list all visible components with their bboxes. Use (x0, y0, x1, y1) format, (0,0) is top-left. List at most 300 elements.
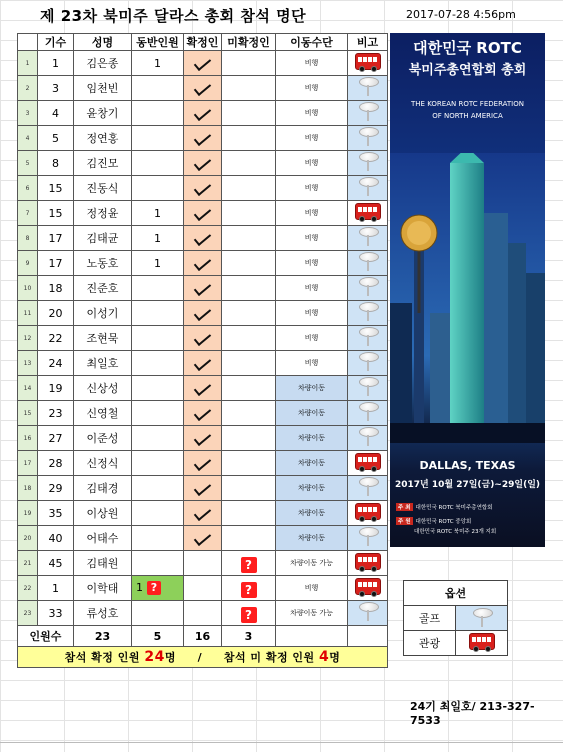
question-mark-icon: ? (241, 582, 257, 598)
row-index: 17 (18, 451, 38, 476)
column-header-name: 성명 (74, 34, 132, 51)
name-cell: 신영철 (74, 401, 132, 426)
row-index: 6 (18, 176, 38, 201)
row-index: 21 (18, 551, 38, 576)
confirmed-cell (184, 551, 222, 576)
check-icon (193, 454, 210, 470)
name-cell: 윤창기 (74, 101, 132, 126)
table-row (18, 376, 388, 401)
option-icon-bus-cell (456, 631, 508, 656)
golf-icon (357, 101, 379, 121)
cohort-cell: 5 (38, 126, 74, 151)
golf-icon (471, 607, 493, 627)
note-cell (348, 426, 388, 451)
confirmed-suffix: 명 (164, 651, 176, 664)
timestamp: 2017-07-28 4:56pm (406, 8, 516, 21)
unconfirmed-cell (222, 401, 276, 426)
confirmed-prefix: 참석 확정 인원 (64, 651, 145, 664)
name-cell: 조현묵 (74, 326, 132, 351)
page-bottom-border (0, 742, 563, 743)
golf-icon (357, 376, 379, 396)
check-icon (193, 379, 210, 395)
golf-icon (357, 326, 379, 346)
golf-icon (357, 126, 379, 146)
header-row (18, 34, 388, 51)
unconfirmed-cell (222, 501, 276, 526)
note-cell (348, 326, 388, 351)
confirmed-cell (184, 526, 222, 551)
unconfirmed-cell (222, 476, 276, 501)
check-icon (193, 304, 210, 320)
confirmed-cell (184, 51, 222, 76)
name-cell: 김태원 (74, 551, 132, 576)
cohort-cell: 45 (38, 551, 74, 576)
table-row (18, 201, 388, 226)
table-row (18, 476, 388, 501)
confirmed-cell (184, 201, 222, 226)
transport-cell: 차량이동 가능 (276, 601, 348, 626)
unconfirmed-cell (222, 351, 276, 376)
transport-cell: 차량이동 (276, 526, 348, 551)
golf-icon (357, 601, 379, 621)
note-cell (348, 176, 388, 201)
confirmed-cell (184, 576, 222, 601)
row-index: 5 (18, 151, 38, 176)
unconfirmed-cell (222, 426, 276, 451)
transport-cell: 비행 (276, 51, 348, 76)
table-row (18, 176, 388, 201)
note-cell (348, 276, 388, 301)
check-icon (193, 429, 210, 445)
name-cell: 정정윤 (74, 201, 132, 226)
companions-cell (132, 101, 184, 126)
transport-cell: 비행 (276, 301, 348, 326)
note-cell (348, 526, 388, 551)
summary-empty-cell (276, 626, 348, 647)
table-row (18, 226, 388, 251)
name-cell: 최일호 (74, 351, 132, 376)
transport-cell: 비행 (276, 76, 348, 101)
check-icon (193, 79, 210, 95)
confirmed-cell (184, 251, 222, 276)
row-index: 19 (18, 501, 38, 526)
companions-cell (132, 376, 184, 401)
unconfirmed-cell (222, 201, 276, 226)
name-cell: 김태균 (74, 226, 132, 251)
confirmed-cell (184, 126, 222, 151)
name-cell: 신상성 (74, 376, 132, 401)
transport-cell: 차량이동 가능 (276, 551, 348, 576)
companions-cell (132, 526, 184, 551)
contact-info: 24기 최일호/ 213-327-7533 (410, 700, 535, 727)
check-icon (193, 329, 210, 345)
bus-icon (355, 503, 381, 520)
golf-icon (357, 76, 379, 96)
name-cell: 임천빈 (74, 76, 132, 101)
check-icon (193, 479, 210, 495)
cohort-cell: 33 (38, 601, 74, 626)
name-cell: 김진모 (74, 151, 132, 176)
confirmed-cell (184, 226, 222, 251)
cohort-cell: 19 (38, 376, 74, 401)
unconfirmed-cell (222, 51, 276, 76)
table-row (18, 576, 388, 601)
unconfirmed-cell (222, 576, 276, 601)
option-label-tour: 관광 (404, 631, 456, 656)
companions-cell (132, 601, 184, 626)
row-index: 2 (18, 76, 38, 101)
row-index: 11 (18, 301, 38, 326)
companions-cell (132, 176, 184, 201)
table-row (18, 401, 388, 426)
poster-title-line2: 북미주총연합회 총회 (408, 63, 527, 78)
row-index: 10 (18, 276, 38, 301)
confirmed-cell (184, 276, 222, 301)
golf-icon (357, 226, 379, 246)
transport-cell: 비행 (276, 226, 348, 251)
unconfirmed-prefix: 참석 미 확정 인원 (223, 651, 320, 664)
row-index: 7 (18, 201, 38, 226)
poster-subtitle-line2: OF NORTH AMERICA (432, 112, 503, 120)
companions-cell (132, 251, 184, 276)
column-header-unconfirmed: 미확정인 (222, 34, 276, 51)
cohort-cell: 29 (38, 476, 74, 501)
companions-cell (132, 276, 184, 301)
golf-icon (357, 176, 379, 196)
unconfirmed-suffix: 명 (329, 651, 341, 664)
row-index: 8 (18, 226, 38, 251)
table-row (18, 551, 388, 576)
row-index: 18 (18, 476, 38, 501)
cohort-cell: 4 (38, 101, 74, 126)
summary-unconfirmed-total: 3 (222, 626, 276, 647)
poster-host: 대한민국 ROTC 북미주총연합회 (415, 505, 493, 511)
unconfirmed-cell (222, 126, 276, 151)
note-cell (348, 551, 388, 576)
companions-cell (132, 476, 184, 501)
name-cell: 진동식 (74, 176, 132, 201)
bus-icon (355, 53, 381, 70)
transport-cell: 차량이동 (276, 426, 348, 451)
cohort-cell: 28 (38, 451, 74, 476)
row-index: 20 (18, 526, 38, 551)
poster-dates: 2017년 10월 27일(금)~29일(일) (394, 480, 541, 490)
option-icon-golf-cell (456, 606, 508, 631)
row-index: 12 (18, 326, 38, 351)
row-index: 22 (18, 576, 38, 601)
confirmed-cell (184, 476, 222, 501)
row-index: 9 (18, 251, 38, 276)
confirmed-cell (184, 351, 222, 376)
column-header-companions: 동반인원 (132, 34, 184, 51)
name-cell: 이상원 (74, 501, 132, 526)
check-icon (193, 254, 210, 270)
cohort-cell: 17 (38, 251, 74, 276)
note-cell (348, 576, 388, 601)
note-cell (348, 76, 388, 101)
bus-icon (355, 203, 381, 220)
companions-value: 1 (154, 56, 161, 70)
unconfirmed-cell (222, 326, 276, 351)
check-icon (193, 179, 210, 195)
companions-cell (132, 351, 184, 376)
summary-confirmed-total: 16 (184, 626, 222, 647)
table-row (18, 526, 388, 551)
note-cell (348, 601, 388, 626)
unconfirmed-cell (222, 151, 276, 176)
check-icon (193, 404, 210, 420)
companions-cell (132, 426, 184, 451)
transport-cell: 비행 (276, 251, 348, 276)
transport-cell: 비행 (276, 201, 348, 226)
bus-icon (355, 553, 381, 570)
companions-cell (132, 501, 184, 526)
table-row (18, 101, 388, 126)
unconfirmed-cell (222, 526, 276, 551)
unconfirmed-cell (222, 176, 276, 201)
unconfirmed-cell (222, 101, 276, 126)
totals-separator: / (197, 651, 203, 664)
golf-icon (357, 426, 379, 446)
table-row (18, 326, 388, 351)
event-poster (390, 33, 545, 547)
row-index: 14 (18, 376, 38, 401)
companions-cell (132, 326, 184, 351)
transport-cell: 차량이동 (276, 476, 348, 501)
name-cell: 정연홍 (74, 126, 132, 151)
question-mark-icon: ? (147, 581, 161, 595)
golf-icon (357, 476, 379, 496)
bus-icon (355, 453, 381, 470)
cohort-cell: 40 (38, 526, 74, 551)
cohort-cell: 1 (38, 576, 74, 601)
note-cell (348, 201, 388, 226)
cohort-cell: 27 (38, 426, 74, 451)
confirmed-cell (184, 151, 222, 176)
unconfirmed-cell (222, 601, 276, 626)
name-cell: 노동호 (74, 251, 132, 276)
dallas-skyline-image (390, 153, 545, 443)
cohort-cell: 22 (38, 326, 74, 351)
confirmed-cell (184, 76, 222, 101)
table-row (18, 151, 388, 176)
transport-cell: 비행 (276, 351, 348, 376)
name-cell: 신정식 (74, 451, 132, 476)
name-cell: 진준호 (74, 276, 132, 301)
note-cell (348, 451, 388, 476)
note-cell (348, 151, 388, 176)
poster-host-tag: 주 최 (398, 505, 411, 511)
note-cell (348, 476, 388, 501)
cohort-cell: 8 (38, 151, 74, 176)
note-cell (348, 301, 388, 326)
cohort-cell: 20 (38, 301, 74, 326)
table-row (18, 251, 388, 276)
unconfirmed-count: 4 (319, 649, 330, 665)
note-cell (348, 101, 388, 126)
companions-cell (132, 226, 184, 251)
check-icon (193, 279, 210, 295)
poster-sponsor-tag: 주 원 (398, 519, 411, 525)
transport-cell: 비행 (276, 151, 348, 176)
table-row (18, 76, 388, 101)
page-title: 제 23차 북미주 달라스 총회 참석 명단 (40, 7, 307, 25)
check-icon (193, 229, 210, 245)
column-header-transport: 이동수단 (276, 34, 348, 51)
name-cell: 류성호 (74, 601, 132, 626)
note-cell (348, 126, 388, 151)
summary-label: 인원수 (18, 626, 74, 647)
companions-cell (132, 576, 184, 601)
name-cell: 이준성 (74, 426, 132, 451)
poster-sponsor: 대한민국 ROTC 중앙회 (415, 519, 472, 525)
cohort-cell: 17 (38, 226, 74, 251)
companions-value: 1 (136, 581, 143, 594)
note-cell (348, 351, 388, 376)
companions-cell (132, 401, 184, 426)
table-row (18, 426, 388, 451)
companions-cell (132, 201, 184, 226)
golf-icon (357, 401, 379, 421)
table-row (18, 51, 388, 76)
table-row (18, 451, 388, 476)
confirmed-cell (184, 426, 222, 451)
unconfirmed-cell (222, 376, 276, 401)
golf-icon (357, 351, 379, 371)
table-row (18, 276, 388, 301)
attendance-totals (18, 647, 388, 668)
bus-icon (469, 633, 495, 650)
cohort-cell: 1 (38, 51, 74, 76)
options-legend (403, 580, 508, 656)
table-row (18, 601, 388, 626)
check-icon (193, 154, 210, 170)
name-cell: 김태경 (74, 476, 132, 501)
summary-companions-total: 5 (132, 626, 184, 647)
golf-icon (357, 251, 379, 271)
column-header-confirmed: 확정인 (184, 34, 222, 51)
summary-empty-cell (348, 626, 388, 647)
name-cell: 어태수 (74, 526, 132, 551)
table-row (18, 126, 388, 151)
row-index: 13 (18, 351, 38, 376)
unconfirmed-cell (222, 301, 276, 326)
companions-value: 1 (154, 256, 161, 270)
table-row (18, 501, 388, 526)
check-icon (193, 54, 210, 70)
unconfirmed-cell (222, 451, 276, 476)
note-cell (348, 251, 388, 276)
cohort-cell: 3 (38, 76, 74, 101)
confirmed-cell (184, 176, 222, 201)
golf-icon (357, 276, 379, 296)
options-title: 옵션 (404, 581, 508, 606)
row-index: 3 (18, 101, 38, 126)
poster-subtitle-line1: THE KOREAN ROTC FEDERATION (411, 100, 524, 108)
row-index: 15 (18, 401, 38, 426)
confirmed-cell (184, 301, 222, 326)
companions-cell (132, 151, 184, 176)
name-cell: 김은종 (74, 51, 132, 76)
confirmed-cell (184, 101, 222, 126)
golf-icon (357, 526, 379, 546)
confirmed-cell (184, 451, 222, 476)
cohort-cell: 23 (38, 401, 74, 426)
note-cell (348, 226, 388, 251)
poster-city: DALLAS, TEXAS (419, 459, 516, 472)
column-header-note: 비고 (348, 34, 388, 51)
confirmed-cell (184, 501, 222, 526)
confirmed-count: 24 (144, 649, 165, 665)
transport-cell: 비행 (276, 576, 348, 601)
row-index: 16 (18, 426, 38, 451)
confirmed-cell (184, 401, 222, 426)
confirmed-cell (184, 601, 222, 626)
check-icon (193, 129, 210, 145)
check-icon (193, 204, 210, 220)
transport-cell: 차량이동 (276, 501, 348, 526)
companions-cell (132, 76, 184, 101)
poster-organizer: 대한민국 ROTC 북미주 23개 지회 (414, 529, 497, 535)
confirmed-cell (184, 376, 222, 401)
check-icon (193, 504, 210, 520)
unconfirmed-cell (222, 551, 276, 576)
transport-cell: 차량이동 (276, 376, 348, 401)
summary-cohort-total: 23 (74, 626, 132, 647)
summary-row (18, 626, 388, 647)
golf-icon (357, 301, 379, 321)
bus-icon (355, 578, 381, 595)
companions-cell (132, 301, 184, 326)
poster-host-row (396, 503, 541, 511)
cohort-cell: 24 (38, 351, 74, 376)
companions-cell (132, 551, 184, 576)
check-icon (193, 354, 210, 370)
transport-cell: 차량이동 (276, 451, 348, 476)
unconfirmed-cell (222, 251, 276, 276)
cohort-cell: 35 (38, 501, 74, 526)
transport-cell: 비행 (276, 326, 348, 351)
row-index: 4 (18, 126, 38, 151)
transport-cell: 비행 (276, 126, 348, 151)
note-cell (348, 376, 388, 401)
column-header-cohort: 기수 (38, 34, 74, 51)
unconfirmed-cell (222, 276, 276, 301)
question-mark-icon: ? (241, 557, 257, 573)
row-index: 23 (18, 601, 38, 626)
note-cell (348, 51, 388, 76)
check-icon (193, 104, 210, 120)
companions-cell (132, 126, 184, 151)
transport-cell: 비행 (276, 101, 348, 126)
cohort-cell: 18 (38, 276, 74, 301)
name-cell: 이성기 (74, 301, 132, 326)
golf-icon (357, 151, 379, 171)
footer-row (18, 647, 388, 668)
companions-value: 1 (154, 231, 161, 245)
question-mark-icon: ? (241, 607, 257, 623)
transport-cell: 비행 (276, 176, 348, 201)
unconfirmed-cell (222, 226, 276, 251)
poster-sponsor-row (396, 517, 541, 525)
transport-cell: 비행 (276, 276, 348, 301)
name-cell: 이학태 (74, 576, 132, 601)
option-label-golf: 골프 (404, 606, 456, 631)
column-header-index (18, 34, 38, 51)
cohort-cell: 15 (38, 201, 74, 226)
table-row (18, 301, 388, 326)
table-row (18, 351, 388, 376)
